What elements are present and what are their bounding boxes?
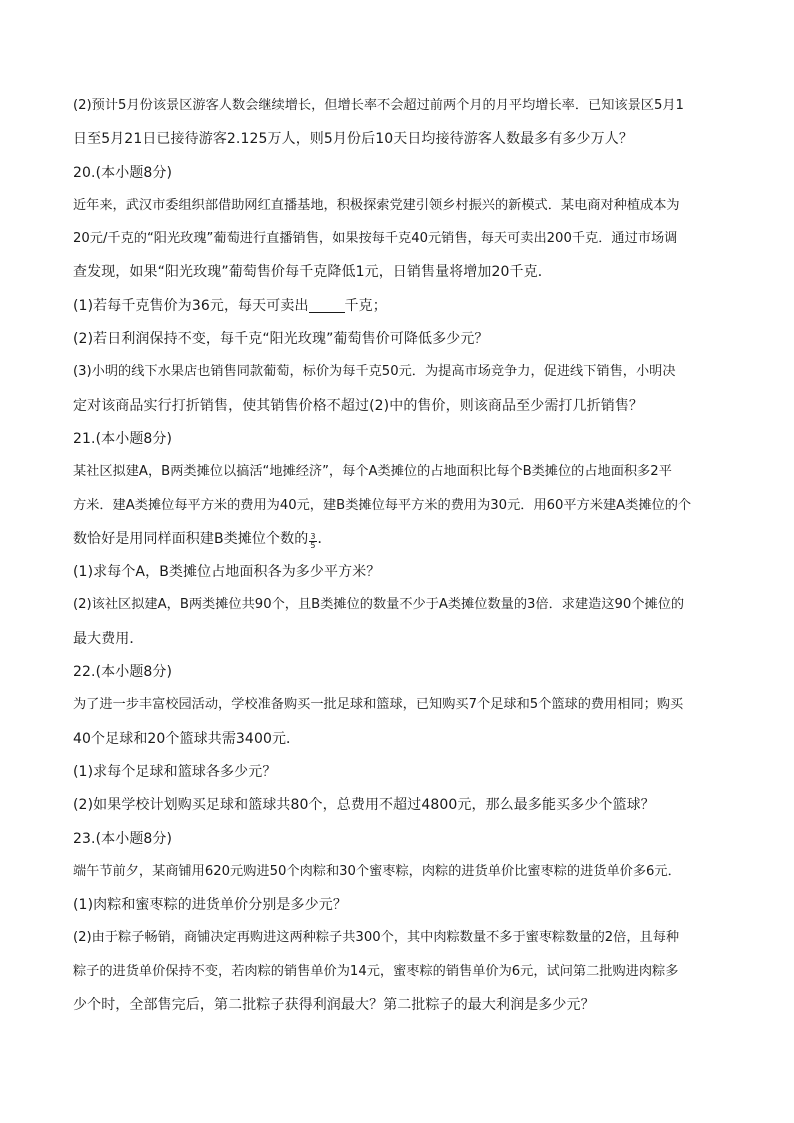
- q20-part1-unit: 千克；: [344, 297, 387, 314]
- q22-heading: 22.(本小题8分): [73, 664, 173, 681]
- q23-intro: 端午节前夕，某商铺用620元购进50个肉粽和30个蜜枣粽，肉粽的进货单价比蜜枣粽的进货单价多6元．: [73, 863, 681, 879]
- q21-part1: (1)求每个A，B类摊位占地面积各为多少平方米？: [73, 564, 381, 581]
- fraction-numerator: 3: [310, 531, 316, 541]
- q22-intro-line1: 为了进一步丰富校园活动，学校准备购买一批足球和篮球，已知购买7个足球和5个篮球的费用相同；购买: [73, 697, 684, 713]
- q21-heading: 21.(本小题8分): [73, 430, 173, 447]
- q22-intro-line2: 40个足球和20个篮球共需3400元．: [73, 730, 301, 747]
- q23-part2-line1: (2)由于粽子畅销，商铺决定再购进这两种粽子共300个，其中肉粽数量不多于蜜枣粽数量的2倍，且每种: [73, 930, 680, 946]
- q21-intro-line3-end: ．: [317, 530, 332, 547]
- q20-heading: 20.(本小题8分): [73, 164, 173, 181]
- q19-part2-line1: (2)预计5月份该景区游客人数会继续增长，但增长率不会超过前两个月的月平均增长率．已知该景区5月1: [73, 98, 684, 113]
- q21-part2-line1: (2)该社区拟建A，B两类摊位共90个，且B类摊位的数量不少于A类摊位数量的3倍．求建造这90个摊位的: [73, 597, 685, 613]
- q23-heading: 23.(本小题8分): [73, 830, 173, 847]
- q20-part2: (2)若日利润保持不变，每千克“阳光玫瑰”葡萄售价可降低多少元？: [73, 331, 489, 348]
- q20-part1: [73, 296, 723, 316]
- answer-blank[interactable]: [309, 298, 345, 313]
- q22-part2: (2)如果学校计划购买足球和篮球共80个，总费用不超过4800元，那么最多能买多少个篮球？: [73, 797, 655, 814]
- fraction-denominator: 5: [310, 540, 316, 550]
- q21-intro-line1: 某社区拟建A，B两类摊位以搞活“地摊经济”，每个A类摊位的占地面积比每个B类摊位的占地面积多2平: [73, 464, 672, 480]
- q19-part2-line2: 日至5月21日已接待游客2.125万人，则5月份后10天日均接待游客人数最多有多少万人？: [73, 131, 633, 148]
- q20-part3-line1: (3)小明的线下水果店也销售同款葡萄，标价为每千克50元．为提高市场竞争力，促进线下销售，小明决: [73, 364, 676, 380]
- q23-part1: (1)肉粽和蜜枣粽的进货单价分别是多少元？: [73, 897, 347, 914]
- fraction: [309, 533, 316, 550]
- q21-intro-line3-text: 数恰好是用同样面积建B类摊位个数的: [73, 530, 309, 547]
- q20-part1-text: (1)若每千克售价为36元，每天可卖出: [73, 297, 309, 314]
- q22-part1: (1)求每个足球和篮球各多少元？: [73, 763, 277, 780]
- q20-intro-line1: 近年来，武汉市委组织部借助网红直播基地，积极探索党建引领乡村振兴的新模式．某电商对种植成本为: [73, 197, 680, 213]
- q23-part2-line3: 少个时，全部售完后，第二批粽子获得利润最大？第二批粽子的最大利润是多少元？: [73, 997, 595, 1014]
- q21-intro-line2: 方米．建A类摊位每平方米的费用为40元，建B类摊位每平方米的费用为30元．用60平方米建A类摊位的个: [73, 497, 692, 513]
- q20-part3-line2: 定对该商品实行打折销售，使其销售价格不超过(2)中的售价，则该商品至少需打几折销售？: [73, 397, 644, 414]
- q21-part2-line2: 最大费用．: [73, 630, 144, 647]
- exam-page: [73, 96, 723, 1028]
- q20-intro-line2: 20元/千克的“阳光玫瑰”葡萄进行直播销售，如果按每千克40元销售，每天可卖出200千克．通过市场调: [73, 231, 678, 247]
- q20-intro-line3: 查发现，如果“阳光玫瑰”葡萄售价每千克降低1元，日销售量将增加20千克．: [73, 264, 552, 281]
- q23-part2-line2: 粽子的进货单价保持不变，若肉粽的销售单价为14元，蜜枣粽的销售单价为6元，试问第二批购进肉粽多: [73, 963, 679, 979]
- q21-intro-line3: [73, 529, 723, 549]
